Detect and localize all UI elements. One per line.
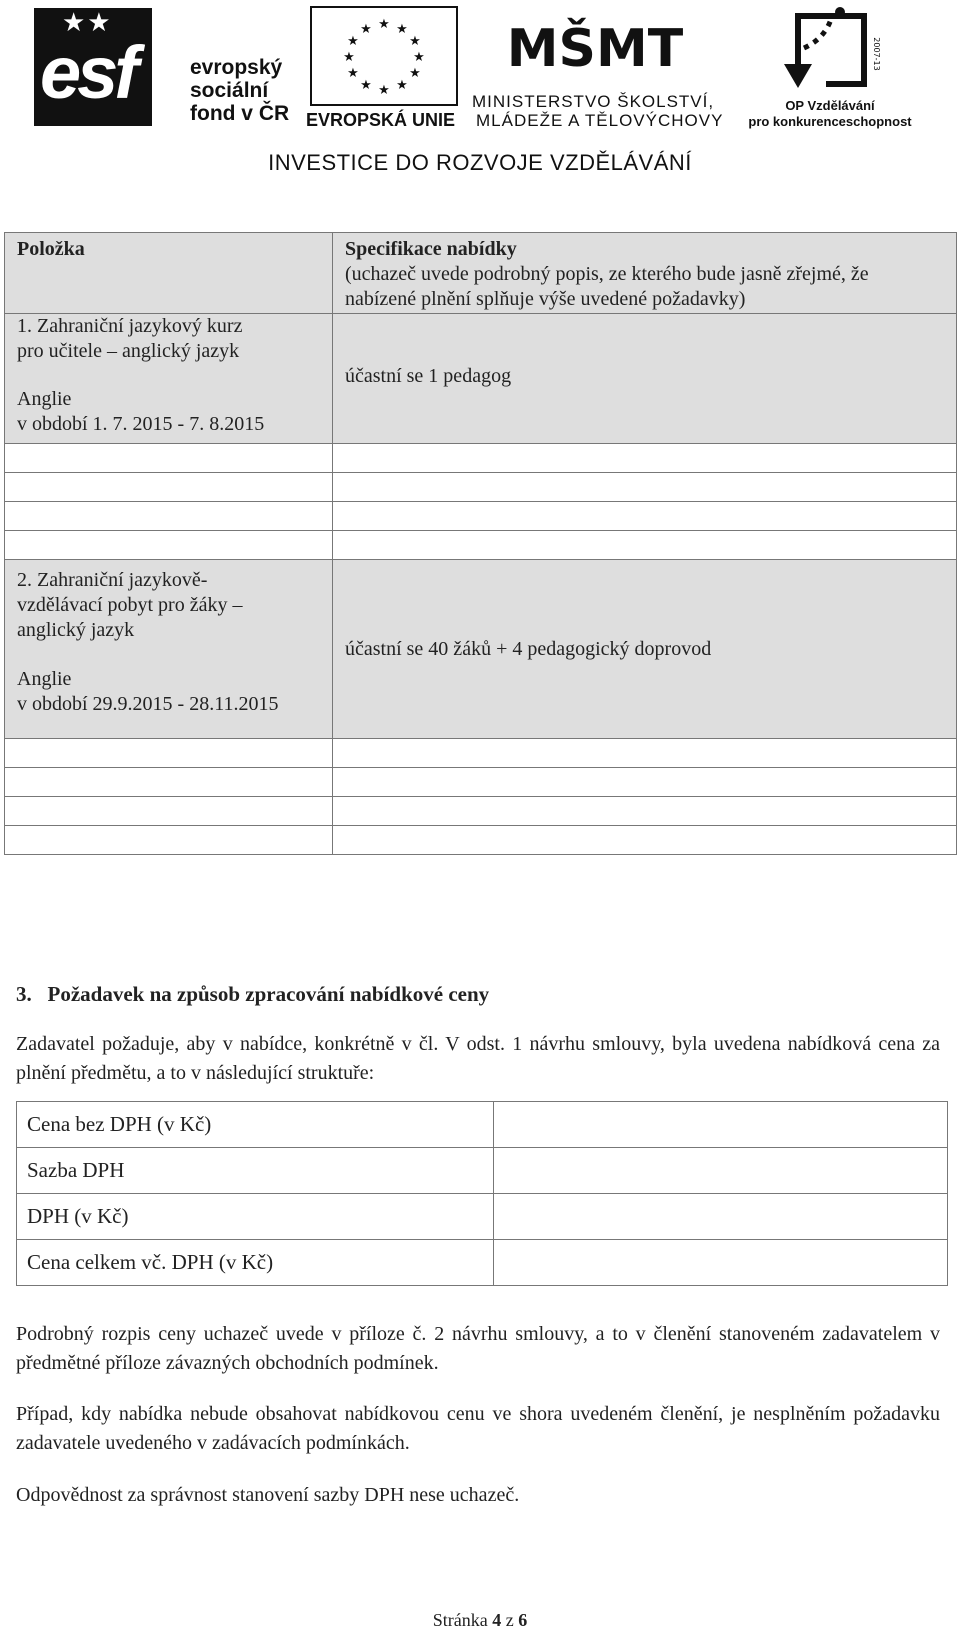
table-row — [5, 768, 957, 797]
spec-input-cell[interactable] — [333, 444, 957, 473]
svg-text:★: ★ — [409, 66, 421, 81]
price-value-cell[interactable] — [494, 1194, 948, 1240]
price-label: Cena bez DPH (v Kč) — [17, 1102, 494, 1148]
price-value-cell[interactable] — [494, 1148, 948, 1194]
table-row — [5, 473, 957, 502]
op-label: OP Vzdělávání pro konkurenceschopnost — [748, 98, 912, 129]
price-table — [16, 1101, 948, 1286]
spec-input-cell[interactable] — [333, 797, 957, 826]
price-row — [17, 1148, 948, 1194]
svg-text:★: ★ — [347, 34, 359, 49]
svg-text:★: ★ — [396, 78, 408, 93]
price-label: Cena celkem vč. DPH (v Kč) — [17, 1240, 494, 1286]
svg-text:★: ★ — [396, 22, 408, 37]
table-row — [5, 502, 957, 531]
page-number: 4 — [492, 1610, 502, 1630]
svg-text:★: ★ — [413, 50, 425, 65]
esf-label: evropský sociální fond v ČR — [190, 56, 290, 125]
price-label: DPH (v Kč) — [17, 1194, 494, 1240]
header-cell-item: Položka — [5, 233, 333, 314]
price-value-cell[interactable] — [494, 1102, 948, 1148]
svg-text:★: ★ — [409, 34, 421, 49]
spec-input-cell[interactable] — [333, 531, 957, 560]
op-logo — [776, 4, 886, 100]
spec-input-cell[interactable] — [333, 739, 957, 768]
item-1-spec-cell: účastní se 1 pedagog — [333, 314, 957, 444]
eu-stars-icon — [338, 14, 430, 98]
paragraph-noncompliance: Případ, kdy nabídka nebude obsahovat nabídkovou cenu ve shora uvedeném členění, je nesplněním požadavku zadavatele uvedeného v zadávacích podmínkách. — [16, 1403, 940, 1454]
table-row — [5, 797, 957, 826]
price-row — [17, 1194, 948, 1240]
table-row — [5, 444, 957, 473]
price-value-cell[interactable] — [494, 1240, 948, 1286]
esf-stars-icon: ★★ — [62, 8, 113, 37]
logo-row — [0, 0, 960, 175]
price-row — [17, 1102, 948, 1148]
spec-input-cell[interactable] — [333, 768, 957, 797]
svg-text:★: ★ — [360, 78, 372, 93]
item-2-cell: 2. Zahraniční jazykově- vzdělávací pobyt pro žáky – anglický jazyk Anglie v období 29.9.2015 - 28.11.2015 — [5, 560, 333, 739]
investice-banner: INVESTICE DO ROZVOJE VZDĚLÁVÁNÍ — [268, 150, 692, 175]
item-1-cell: 1. Zahraniční jazykový kurz pro učitele – anglický jazyk Anglie v období 1. 7. 2015 - 7. 8.2015 — [5, 314, 333, 444]
spec-input-cell[interactable] — [333, 502, 957, 531]
table-row — [5, 531, 957, 560]
svg-text:★: ★ — [347, 66, 359, 81]
table-header-row — [5, 233, 957, 314]
svg-text:★: ★ — [360, 22, 372, 37]
page-total: 6 — [518, 1610, 528, 1630]
table-row-item-1 — [5, 314, 957, 444]
specification-table — [4, 232, 957, 855]
paragraph-vat-responsibility: Odpovědnost za správnost stanovení sazby DPH nese uchazeč. — [16, 1484, 520, 1506]
svg-text:★: ★ — [378, 17, 390, 32]
section-3-title: 3. Požadavek na způsob zpracování nabídkové ceny — [16, 982, 490, 1006]
table-row — [5, 739, 957, 768]
svg-text:★: ★ — [378, 83, 390, 98]
item-2-spec-cell: účastní se 40 žáků + 4 pedagogický doprovod — [333, 560, 957, 739]
table-row — [5, 826, 957, 855]
section-3-intro: Zadavatel požaduje, aby v nabídce, konkrétně v čl. V odst. 1 návrhu smlouvy, byla uvedena nabídková cena za plnění předmětu, a to v následující struktuře: — [16, 1033, 940, 1084]
svg-text:2007-13: 2007-13 — [872, 37, 881, 71]
paragraph-price-breakdown: Podrobný rozpis ceny uchazeč uvede v příloze č. 2 návrhu smlouvy, a to v členění stanoveném zadavatelem v předmětné příloze závazných obchodních podmínek. — [16, 1323, 940, 1374]
table-row-item-2 — [5, 560, 957, 739]
svg-text:MŠMT: MŠMT — [506, 19, 684, 79]
spec-input-cell[interactable] — [333, 826, 957, 855]
page-footer: Stránka 4 z 6 — [432, 1610, 528, 1630]
price-label: Sazba DPH — [17, 1148, 494, 1194]
svg-text:★: ★ — [343, 50, 355, 65]
price-row — [17, 1240, 948, 1286]
spec-input-cell[interactable] — [333, 473, 957, 502]
esf-logo-text: esf — [40, 31, 135, 114]
msmt-logo — [506, 4, 684, 96]
msmt-label: MINISTERSTVO ŠKOLSTVÍ, MLÁDEŽE A TĚLOVÝCHOVY — [472, 92, 724, 130]
header-cell-spec: Specifikace nabídky (uchazeč uvede podrobný popis, ze kterého bude jasně zřejmé, že nabízené plnění splňuje výše uvedené požadavky) — [333, 233, 957, 314]
eu-label: EVROPSKÁ UNIE — [306, 110, 456, 130]
